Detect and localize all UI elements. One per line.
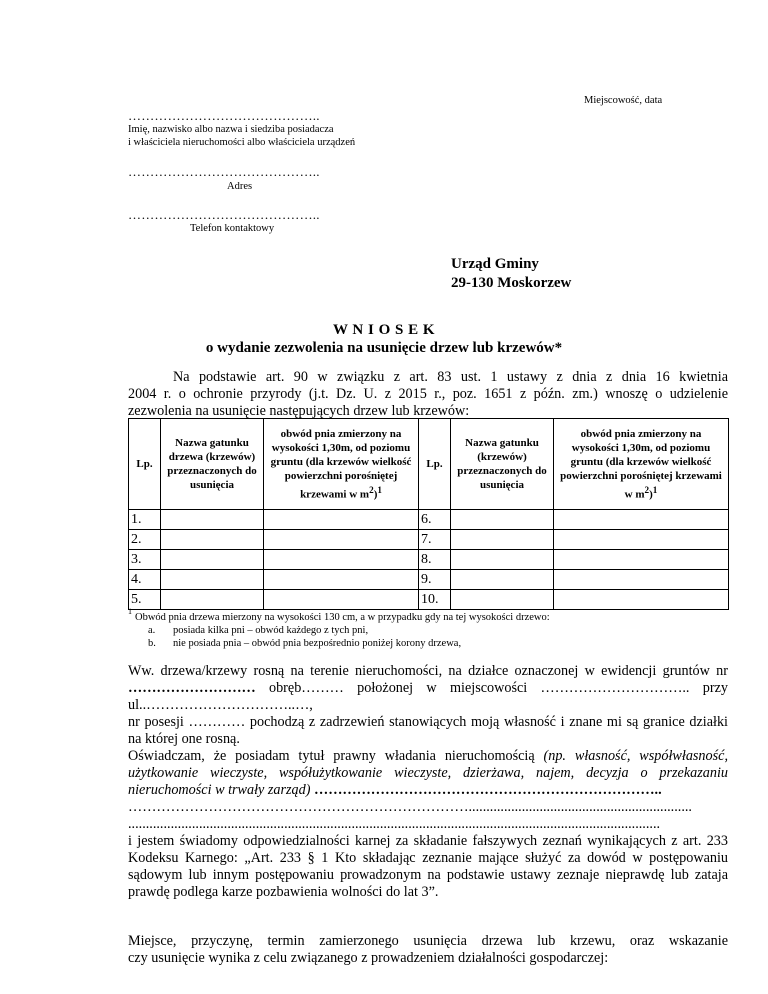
address-label: Adres: [227, 181, 253, 192]
row-number-left: 5.: [129, 590, 161, 610]
declaration-line-5: ......................................................................................................................................................: [128, 816, 661, 832]
girth-cell[interactable]: [554, 590, 729, 610]
trees-table: [128, 418, 729, 610]
purpose-line-1: Miejsce, przyczynę, termin zamierzonego usunięcia drzewa lub krzewu, oraz wskazanie: [128, 933, 728, 949]
species-cell[interactable]: [451, 510, 554, 530]
footnote-a-label: a.: [148, 625, 156, 636]
table-row: [129, 510, 729, 530]
recipient-line-2: 29-130 Moskorzew: [451, 275, 572, 291]
row-number-right: 8.: [419, 550, 451, 570]
intro-line-1: Na podstawie art. 90 w związku z art. 83 ust. 1 ustawy z dnia z dnia 16 kwietnia: [173, 369, 728, 385]
declaration-line-8: sądowym lub innym postępowaniu prowadzonym na podstawie ustawy zeznaje nieprawdę lub zataja: [128, 867, 728, 883]
lp-header-left: Lp.: [129, 419, 161, 510]
table-row: [129, 530, 729, 550]
species-header-left: Nazwa gatunku drzewa (krzewów) przeznaczonych do usunięcia: [161, 419, 264, 510]
table-header-row: [129, 419, 729, 510]
footnote-mark: 1: [128, 607, 132, 616]
row-number-right: 10.: [419, 590, 451, 610]
purpose-line-2: czy usunięcie wynika z celu związanego z prowadzeniem działalności gospodarczej:: [128, 950, 609, 966]
girth-cell[interactable]: [264, 510, 419, 530]
location-line-1: Ww. drzewa/krzewy rosną na terenie nieruchomości, na działce oznaczonej w ewidencji gruntów nr: [128, 663, 728, 679]
row-number-left: 4.: [129, 570, 161, 590]
declaration-line-6: i jestem świadomy odpowiedzialności karnej za składanie fałszywych zeznań wynikających z art. 233: [128, 833, 728, 849]
row-number-right: 9.: [419, 570, 451, 590]
recipient-line-1: Urząd Gminy: [451, 256, 539, 272]
row-number-right: 7.: [419, 530, 451, 550]
species-cell[interactable]: [451, 570, 554, 590]
footnote-b-label: b.: [148, 638, 156, 649]
footnote-text: Obwód pnia drzewa mierzony na wysokości 130 cm, a w przypadku gdy na tej wysokości drzewo:: [135, 612, 550, 623]
declaration-line-9: prawdę podlega karze pozbawienia wolności do lat 3”.: [128, 884, 439, 900]
document-title: W N I O S E K: [332, 322, 436, 338]
location-line-3: ul..…………………………..…,: [128, 697, 313, 713]
girth-cell[interactable]: [264, 530, 419, 550]
girth-header-right: obwód pnia zmierzony na wysokości 1,30m, od poziomu gruntu (dla krzewów wielkość powierzchni porośniętej krzewami w $m^2)^1$: [554, 419, 729, 510]
row-number-left: 3.: [129, 550, 161, 570]
declaration-line-7: Kodeksu Karnego: „Art. 233 § 1 Kto składając zeznanie mające służyć za dowód w postępowaniu: [128, 850, 728, 866]
table-row: [129, 550, 729, 570]
girth-cell[interactable]: [554, 550, 729, 570]
declaration-line-4: ………………………………………………………………...............................................................: [128, 799, 692, 815]
declaration-line-1: Oświadczam, że posiadam tytuł prawny władania nieruchomością (np. własność, współwłasność,: [128, 748, 728, 764]
applicant-label-1: Imię, nazwisko albo nazwa i siedziba posiadacza: [128, 124, 334, 135]
row-number-right: 6.: [419, 510, 451, 530]
declaration-line-3: nieruchomości w trwały zarząd) ………………………………………………………………..: [128, 782, 662, 798]
location-line-5: na której one rosną.: [128, 731, 240, 747]
species-cell[interactable]: [451, 530, 554, 550]
intro-line-3: zezwolenia na usunięcie następujących drzew lub krzewów:: [128, 403, 470, 419]
address-dots: ……………………………………..: [128, 164, 320, 179]
phone-dots: ……………………………………..: [128, 207, 320, 222]
girth-header-left: obwód pnia zmierzony na wysokości 1,30m, od poziomu gruntu (dla krzewów wielkość powierzchni porośniętej krzewami w $m^2)^1$: [264, 419, 419, 510]
location-line-2: ……………………… obręb……… położonej w miejscowości ………………………….. przy: [128, 680, 728, 696]
applicant-label-2: i właściciela nieruchomości albo właściciela urządzeń: [128, 137, 356, 148]
girth-cell[interactable]: [554, 530, 729, 550]
intro-line-2: 2004 r. o ochronie przyrody (j.t. Dz. U. z 2015 r., poz. 1651 z późn. zm.) wnoszę o udzielenie: [128, 386, 728, 402]
row-number-left: 2.: [129, 530, 161, 550]
lp-header-right: Lp.: [419, 419, 451, 510]
species-header-right: Nazwa gatunku (krzewów) przeznaczonych do usunięcia: [451, 419, 554, 510]
applicant-dots: ……………………………………..: [128, 108, 320, 123]
species-cell[interactable]: [451, 550, 554, 570]
species-cell[interactable]: [451, 590, 554, 610]
document-subtitle: o wydanie zezwolenia na usunięcie drzew lub krzewów*: [205, 340, 563, 356]
phone-label: Telefon kontaktowy: [190, 223, 275, 234]
table-row: [129, 570, 729, 590]
species-cell[interactable]: [161, 530, 264, 550]
girth-cell[interactable]: [554, 510, 729, 530]
declaration-line-2: użytkowanie wieczyste, współużytkowanie wieczyste, dzierżawa, najem, decyzja o przekazaniu: [128, 765, 728, 781]
place-date-label: Miejscowość, data: [584, 95, 663, 106]
species-cell[interactable]: [161, 590, 264, 610]
row-number-left: 1.: [129, 510, 161, 530]
location-line-4: nr posesji ………… pochodzą z zadrzewień stanowiących moją własność i znane mi są granice działki: [128, 714, 728, 730]
girth-cell[interactable]: [264, 590, 419, 610]
species-cell[interactable]: [161, 510, 264, 530]
girth-cell[interactable]: [554, 570, 729, 590]
footnote-b-text: nie posiada pnia – obwód pnia bezpośrednio poniżej korony drzewa,: [173, 638, 462, 649]
species-cell[interactable]: [161, 550, 264, 570]
footnote-a-text: posiada kilka pni – obwód każdego z tych pni,: [173, 625, 369, 636]
girth-cell[interactable]: [264, 570, 419, 590]
species-cell[interactable]: [161, 570, 264, 590]
girth-cell[interactable]: [264, 550, 419, 570]
table-row: [129, 590, 729, 610]
